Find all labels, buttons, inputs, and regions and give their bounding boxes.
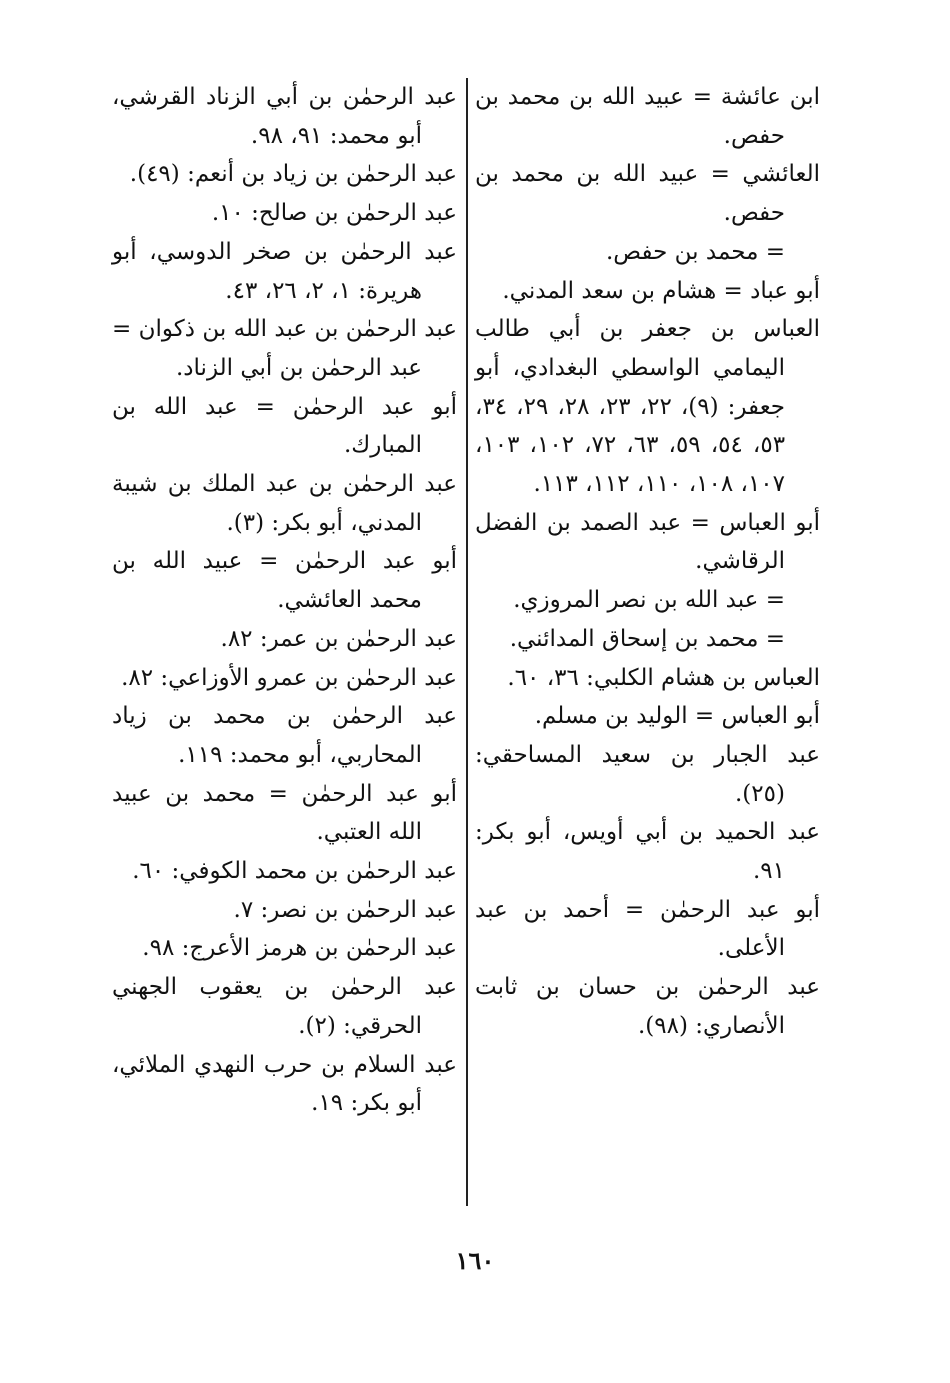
index-entry: عبد الرحمٰن بن يعقوب الجهني الحرقي: (٢). — [112, 974, 457, 1039]
index-entry: أبو عبد الرحمٰن = محمد بن عبيد الله العتبي. — [112, 780, 457, 846]
index-entry: العباس بن جعفر بن أبي طالب اليمامي الواسطي البغدادي، أبو جعفر: (٩)، ٢٢، ٢٣، ٢٨، ٢٩، ٣٤، ٥٣، ٥٤، ٥٩، ٦٣، ٧٢، ١٠٢، ١٠٣، ١٠٧، ١٠٨، ١١٠، ١١٢، ١١٣. — [475, 316, 820, 498]
index-column-left — [112, 78, 457, 1123]
index-entry: أبو العباس = عبد الصمد بن الفضل الرقاشي. — [475, 509, 820, 575]
index-entry: ابن عائشة = عبيد الله بن محمد بن حفص. — [475, 84, 820, 149]
index-entry: أبو العباس = الوليد بن مسلم. — [534, 703, 820, 730]
index-entry: = محمد بن إسحاق المدائني. — [509, 625, 785, 652]
index-entry: عبد الجبار بن سعيد المساحقي: (٢٥). — [475, 741, 820, 807]
index-entry: عبد الرحمٰن بن عبد الملك بن شيبة المدني، أبو بكر: (٣). — [112, 471, 457, 536]
index-entry: أبو عباد = هشام بن سعد المدني. — [502, 277, 820, 304]
index-entry: عبد الحميد بن أبي أويس، أبو بكر: ٩١. — [475, 819, 820, 885]
index-entry: عبد السلام بن حرب النهدي الملائي، أبو بكر: ١٩. — [112, 1051, 457, 1117]
index-entry: = محمد بن حفص. — [606, 238, 785, 265]
index-entry: عبد الرحمٰن بن صالح: ١٠. — [211, 200, 457, 227]
index-entry: عبد الرحمٰن بن أبي الزناد القرشي، أبو محمد: ٩١، ٩٨. — [112, 84, 457, 149]
index-entry: العائشي = عبيد الله بن محمد بن حفص. — [475, 161, 820, 227]
index-entry: = عبد الله بن نصر المروزي. — [513, 587, 785, 614]
index-entry: عبد الرحمٰن بن نصر: ٧. — [233, 896, 457, 923]
index-entry: عبد الرحمٰن بن حسان بن ثابت الأنصاري: (٩٨). — [475, 974, 820, 1039]
index-entry: عبد الرحمٰن بن صخر الدوسي، أبو هريرة: ١، ٢، ٢٦، ٤٣. — [112, 238, 457, 304]
index-entry: أبو عبد الرحمٰن = عبد الله بن المبارك. — [112, 393, 457, 459]
index-entry: العباس بن هشام الكلبي: ٣٦، ٦٠. — [507, 664, 820, 691]
index-entry: عبد الرحمٰن بن محمد بن زياد المحاربي، أبو محمد: ١١٩. — [112, 703, 457, 768]
index-entry: أبو عبد الرحمٰن = عبيد الله بن محمد العائشي. — [112, 548, 457, 614]
column-divider — [466, 78, 468, 1206]
index-entry: عبد الرحمٰن بن عمر: ٨٢. — [220, 625, 457, 652]
index-entry: عبد الرحمٰن بن هرمز الأعرج: ٩٨. — [142, 935, 457, 962]
index-column-right — [475, 78, 820, 1046]
index-entry: أبو عبد الرحمٰن = أحمد بن عبد الأعلى. — [475, 896, 820, 962]
page-number: ١٦٠ — [455, 1246, 495, 1275]
index-entry: عبد الرحمٰن بن عبد الله بن ذكوان = عبد الرحمٰن بن أبي الزناد. — [112, 316, 457, 381]
index-entry: عبد الرحمٰن بن زياد بن أنعم: (٤٩). — [129, 161, 457, 188]
index-entry: عبد الرحمٰن بن محمد الكوفي: ٦٠. — [132, 858, 457, 885]
index-entry: عبد الرحمٰن بن عمرو الأوزاعي: ٨٢. — [121, 664, 457, 691]
